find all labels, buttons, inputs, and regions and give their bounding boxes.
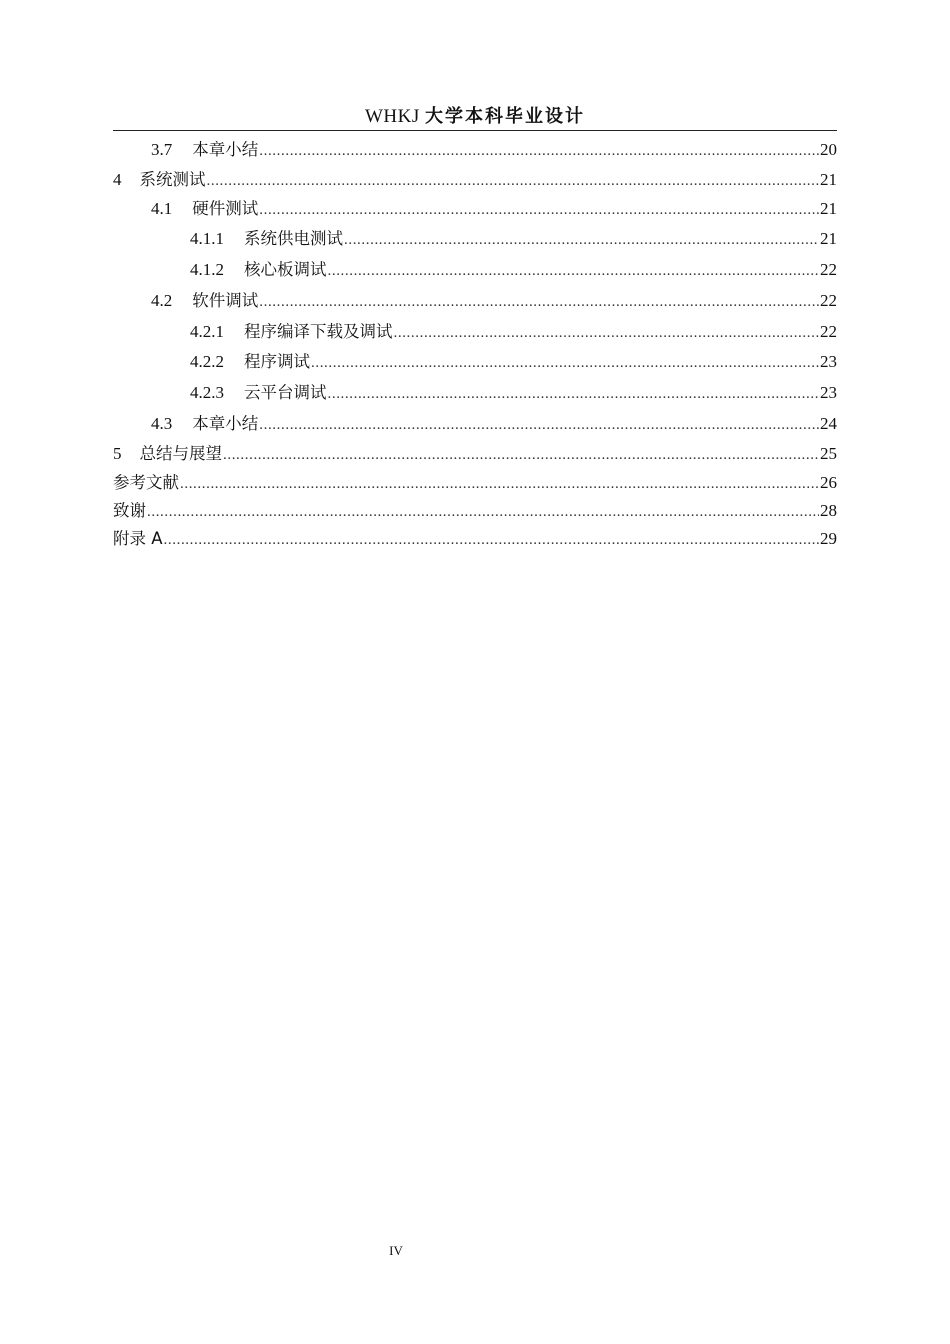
toc-entry-title: 软件调试 <box>192 291 259 310</box>
toc-entry-title: 总结与展望 <box>139 444 222 463</box>
toc-dot-leader <box>394 321 820 345</box>
toc-entry-page: 26 <box>820 473 837 492</box>
toc-entry[interactable] <box>113 197 837 221</box>
toc-entry-page: 21 <box>820 229 837 248</box>
toc-entry-number: 4.1.2 <box>190 260 224 279</box>
toc-entry-page: 23 <box>820 352 837 371</box>
toc-entry-page: 25 <box>820 444 837 463</box>
toc-entry-title: 核心板调试 <box>244 260 327 279</box>
toc-entry-page: 22 <box>820 260 837 279</box>
toc-entry-number: 4.2.3 <box>190 383 224 402</box>
toc-dot-leader <box>259 139 819 163</box>
toc-entry-page: 21 <box>820 199 837 218</box>
toc-entry[interactable] <box>113 258 837 282</box>
toc-entry-number: 4 <box>113 170 122 189</box>
toc-entry-number: 3.7 <box>151 140 173 159</box>
toc-entry[interactable] <box>113 168 837 192</box>
toc-entry[interactable] <box>113 138 837 162</box>
toc-entry[interactable] <box>113 320 837 344</box>
toc-entry[interactable] <box>113 527 837 551</box>
toc-entry-page: 28 <box>820 501 837 520</box>
toc-entry-page: 22 <box>820 322 837 341</box>
toc-entry-page: 21 <box>820 170 837 189</box>
header-prefix: WHKJ <box>364 106 420 127</box>
toc-dot-leader <box>344 228 819 252</box>
toc-dot-leader <box>259 413 819 437</box>
toc-entry-title: 参考文献 <box>113 473 179 492</box>
toc-dot-leader <box>223 443 819 467</box>
toc-entry-title: 硬件测试 <box>192 199 259 218</box>
toc-entry-title: 云平台调试 <box>244 383 327 402</box>
toc-entry-number: 4.3 <box>151 414 173 433</box>
toc-dot-leader <box>164 528 819 552</box>
toc-entry-page: 29 <box>820 529 837 548</box>
toc-entry-title: 程序编译下载及调试 <box>244 322 393 341</box>
toc-entry-title: 附录 A <box>113 529 163 548</box>
toc-entry[interactable] <box>113 471 837 495</box>
page-number: IV <box>389 1243 403 1258</box>
toc-entry-number: 4.2.2 <box>190 352 224 371</box>
toc-entry-title: 系统测试 <box>139 170 206 189</box>
toc-dot-leader <box>259 290 819 314</box>
toc-entry-page: 22 <box>820 291 837 310</box>
toc-entry-title: 致谢 <box>113 501 146 520</box>
toc-entry-title: 程序调试 <box>244 352 310 371</box>
toc-entry[interactable] <box>113 442 837 466</box>
toc-entry-page: 23 <box>820 383 837 402</box>
toc-entry[interactable] <box>113 227 837 251</box>
toc-dot-leader <box>207 169 820 193</box>
toc-entry-number: 4.2 <box>151 291 173 310</box>
toc-entry-title: 本章小结 <box>192 140 259 159</box>
toc-entry-number: 4.1.1 <box>190 229 224 248</box>
toc-entry-number: 4.1 <box>151 199 173 218</box>
toc-entry[interactable] <box>113 381 837 405</box>
toc-dot-leader <box>311 351 819 375</box>
toc-dot-leader <box>147 500 819 524</box>
toc-entry-title: 系统供电测试 <box>244 229 343 248</box>
toc-entry[interactable] <box>113 412 837 436</box>
toc-entry-number: 5 <box>113 444 122 463</box>
toc-dot-leader <box>328 259 820 283</box>
toc-entry[interactable] <box>113 350 837 374</box>
toc-entry-title: 本章小结 <box>192 414 259 433</box>
page-header <box>113 104 837 131</box>
toc-entry-page: 24 <box>820 414 837 433</box>
toc-entry[interactable] <box>113 499 837 523</box>
toc-dot-leader <box>259 198 819 222</box>
toc-dot-leader <box>328 382 820 406</box>
header-title: 大学本科毕业设计 <box>425 106 586 127</box>
toc-entry-page: 20 <box>820 140 837 159</box>
toc-dot-leader <box>180 472 819 496</box>
toc-entry[interactable] <box>113 289 837 313</box>
toc-entry-number: 4.2.1 <box>190 322 224 341</box>
